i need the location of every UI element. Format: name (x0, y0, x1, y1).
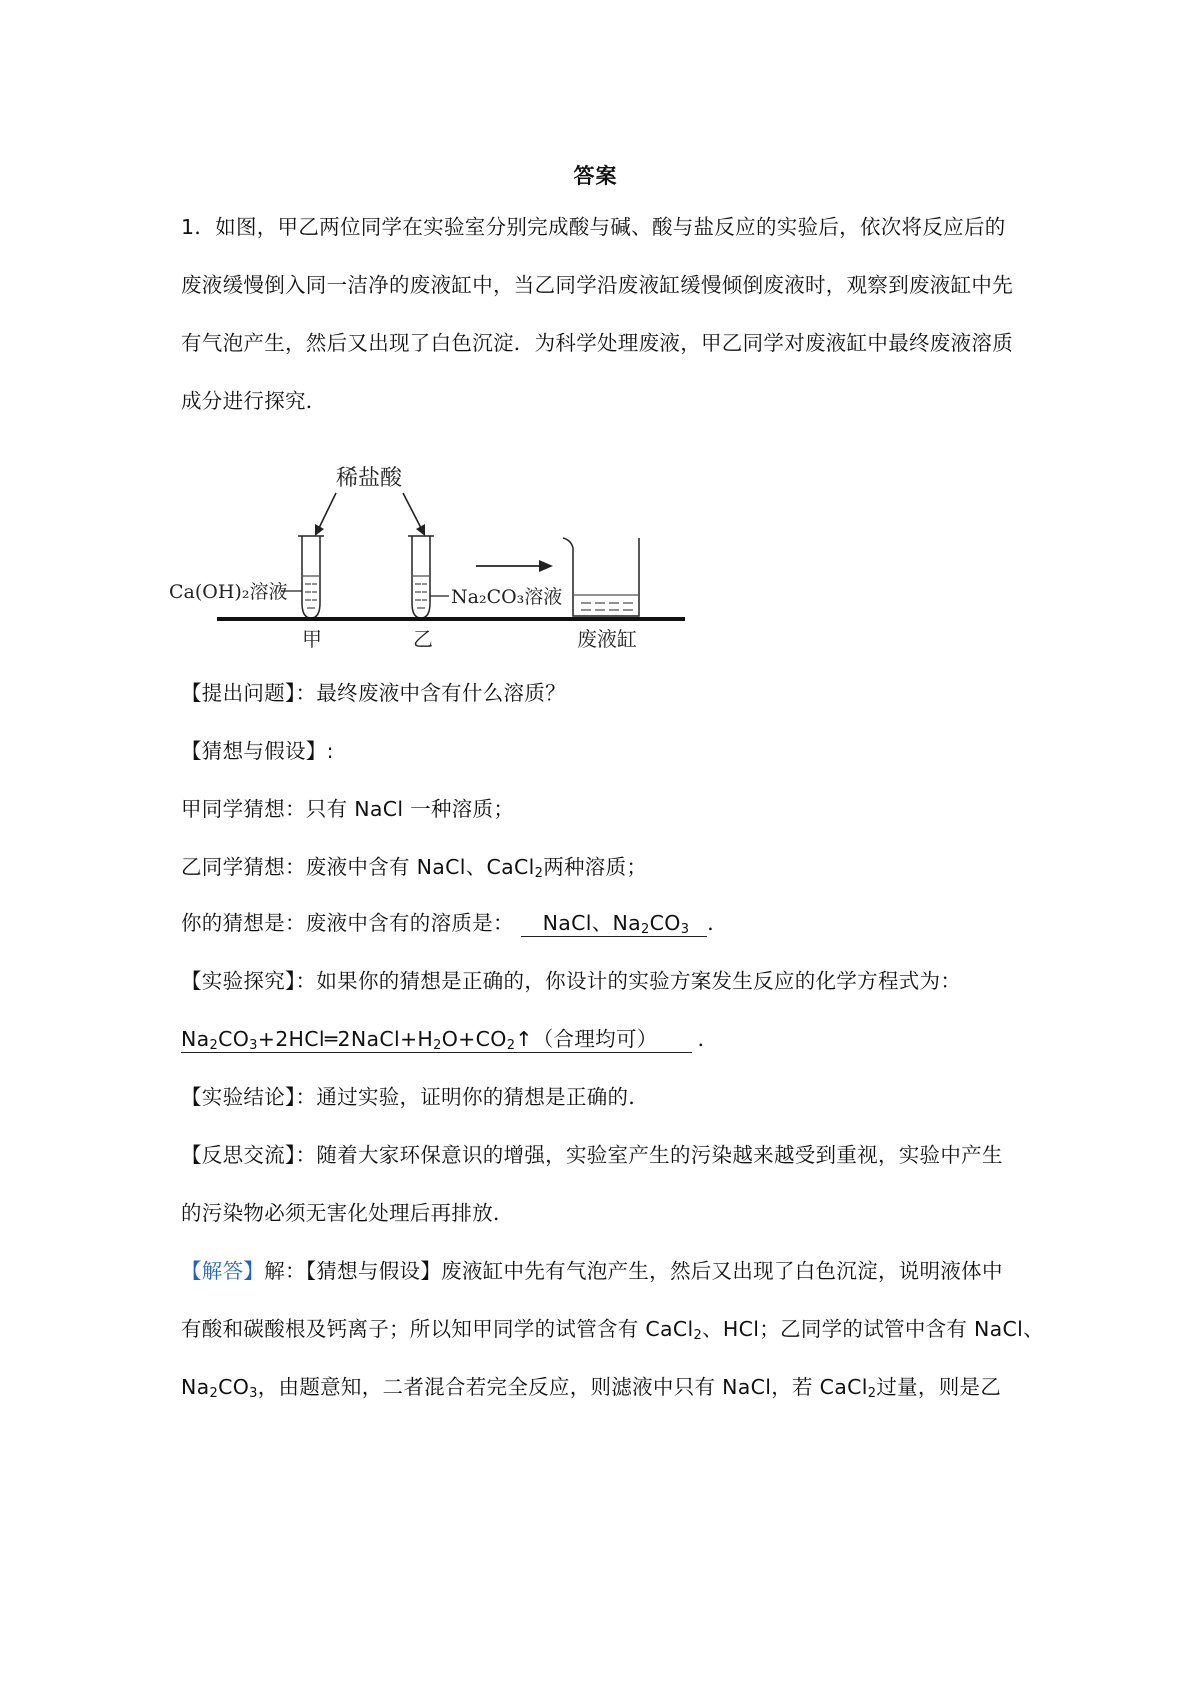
solution-line-3 (181, 1372, 1021, 1402)
tank-label: 废液缸 (577, 627, 637, 651)
eq-mid: +2HCl═2NaCl+H (257, 1027, 434, 1051)
eq-oco: O+CO (441, 1027, 507, 1051)
question-line-1 (181, 212, 1021, 242)
solution-2-sub: 2 (693, 1328, 703, 1343)
answer-part-b: CO (649, 911, 681, 935)
eq-sub-3: 2 (433, 1038, 442, 1053)
answer-part-a: NaCl、Na (542, 911, 642, 935)
solution-3-sub1: 2 (209, 1386, 219, 1401)
solution-3a: Na (181, 1375, 210, 1399)
question-text-1: 如图，甲乙两位同学在实验室分别完成酸与碱、酸与盐反应的实验后，依次将反应后的 (215, 215, 1006, 239)
your-guess-end: ． (707, 911, 729, 935)
your-guess-line (181, 908, 1021, 938)
eq-sub-2: 3 (249, 1038, 258, 1053)
eq-na: Na (181, 1027, 210, 1051)
test-tube-yi (408, 536, 434, 618)
reflection-line-1: 【反思交流】：随着大家环保意识的增强，实验室产生的污染越来越受到重视，实验中产生 (181, 1143, 1003, 1167)
left-solution-label: Ca(OH)₂溶液 (169, 581, 288, 603)
pour-arrowhead (539, 560, 553, 572)
yi-guess-sub: 2 (534, 866, 544, 881)
waste-tank-beaker (563, 538, 639, 616)
solution-2a: 有酸和碳酸根及钙离子；所以知甲同学的试管含有 CaCl (181, 1317, 694, 1341)
your-guess-prefix: 你的猜想是：废液中含有的溶质是： (181, 911, 514, 935)
eq-co: CO (218, 1027, 250, 1051)
page-title: 答案 (573, 164, 618, 188)
experiment-line: 【实验探究】：如果你的猜想是正确的，你设计的实验方案发生反应的化学方程式为： (181, 969, 962, 993)
jia-guess-line: 甲同学猜想：只有 NaCl 一种溶质； (181, 797, 515, 821)
solution-line-1 (181, 1256, 1021, 1286)
conclusion-line: 【实验结论】：通过实验，证明你的猜想是正确的． (181, 1085, 650, 1109)
solution-3-sub3: 2 (867, 1386, 877, 1401)
solution-tag: 【解答】 (181, 1259, 265, 1283)
yi-guess-prefix: 乙同学猜想：废液中含有 NaCl、CaCl (181, 855, 535, 879)
question-number: 1． (181, 215, 216, 239)
solution-3b: CO (218, 1375, 250, 1399)
solution-line-2 (181, 1314, 1044, 1344)
yi-guess-suffix: 两种溶质； (543, 855, 648, 879)
equation-line (181, 1024, 1021, 1054)
tube-yi-label: 乙 (413, 627, 433, 651)
yi-guess-line (181, 852, 1021, 882)
question-line-2: 废液缓慢倒入同一洁净的废液缸中，当乙同学沿废液缸缓慢倾倒废液时，观察到废液缸中先 (181, 273, 1013, 297)
right-solution-label: Na₂CO₃溶液 (451, 586, 563, 608)
equation-blank (181, 1026, 692, 1053)
experiment-figure (169, 460, 751, 710)
problem-line: 【提出问题】：最终废液中含有什么溶质？ (181, 681, 566, 705)
acid-label: 稀盐酸 (336, 466, 403, 491)
solution-3-sub2: 3 (249, 1386, 258, 1401)
solution-2b: 、HCl；乙同学的试管中含有 NaCl、 (702, 1317, 1044, 1341)
eq-sub-4: 2 (506, 1038, 516, 1053)
tube-jia-label: 甲 (302, 627, 322, 651)
acid-arrow-right (403, 493, 421, 528)
answer-sub-2: 3 (680, 922, 690, 937)
test-tube-jia (298, 536, 324, 618)
eq-tail: ↑（合理均可） (515, 1027, 658, 1051)
solution-text-1: 解：【猜想与假设】废液缸中先有气泡产生，然后又出现了白色沉淀，说明液体中 (264, 1259, 1003, 1283)
solution-3c: ，由题意知，二者混合若完全反应，则滤液中只有 NaCl，若 CaCl (257, 1375, 868, 1399)
question-line-3: 有气泡产生，然后又出现了白色沉淀．为科学处理废液，甲乙同学对废液缸中最终废液溶质 (181, 331, 1013, 355)
answer-sub-1: 2 (641, 922, 650, 937)
solution-3d: 过量，则是乙 (876, 1375, 1002, 1399)
your-guess-answer-blank (521, 910, 708, 937)
reflection-line-2: 的污染物必须无害化处理后再排放． (181, 1201, 514, 1225)
question-line-4: 成分进行探究． (181, 389, 327, 413)
eq-sub-1: 2 (209, 1038, 219, 1053)
acid-arrow-left (319, 493, 336, 528)
hypothesis-heading: 【猜想与假设】: (181, 739, 334, 763)
equation-end: ． (697, 1027, 719, 1051)
